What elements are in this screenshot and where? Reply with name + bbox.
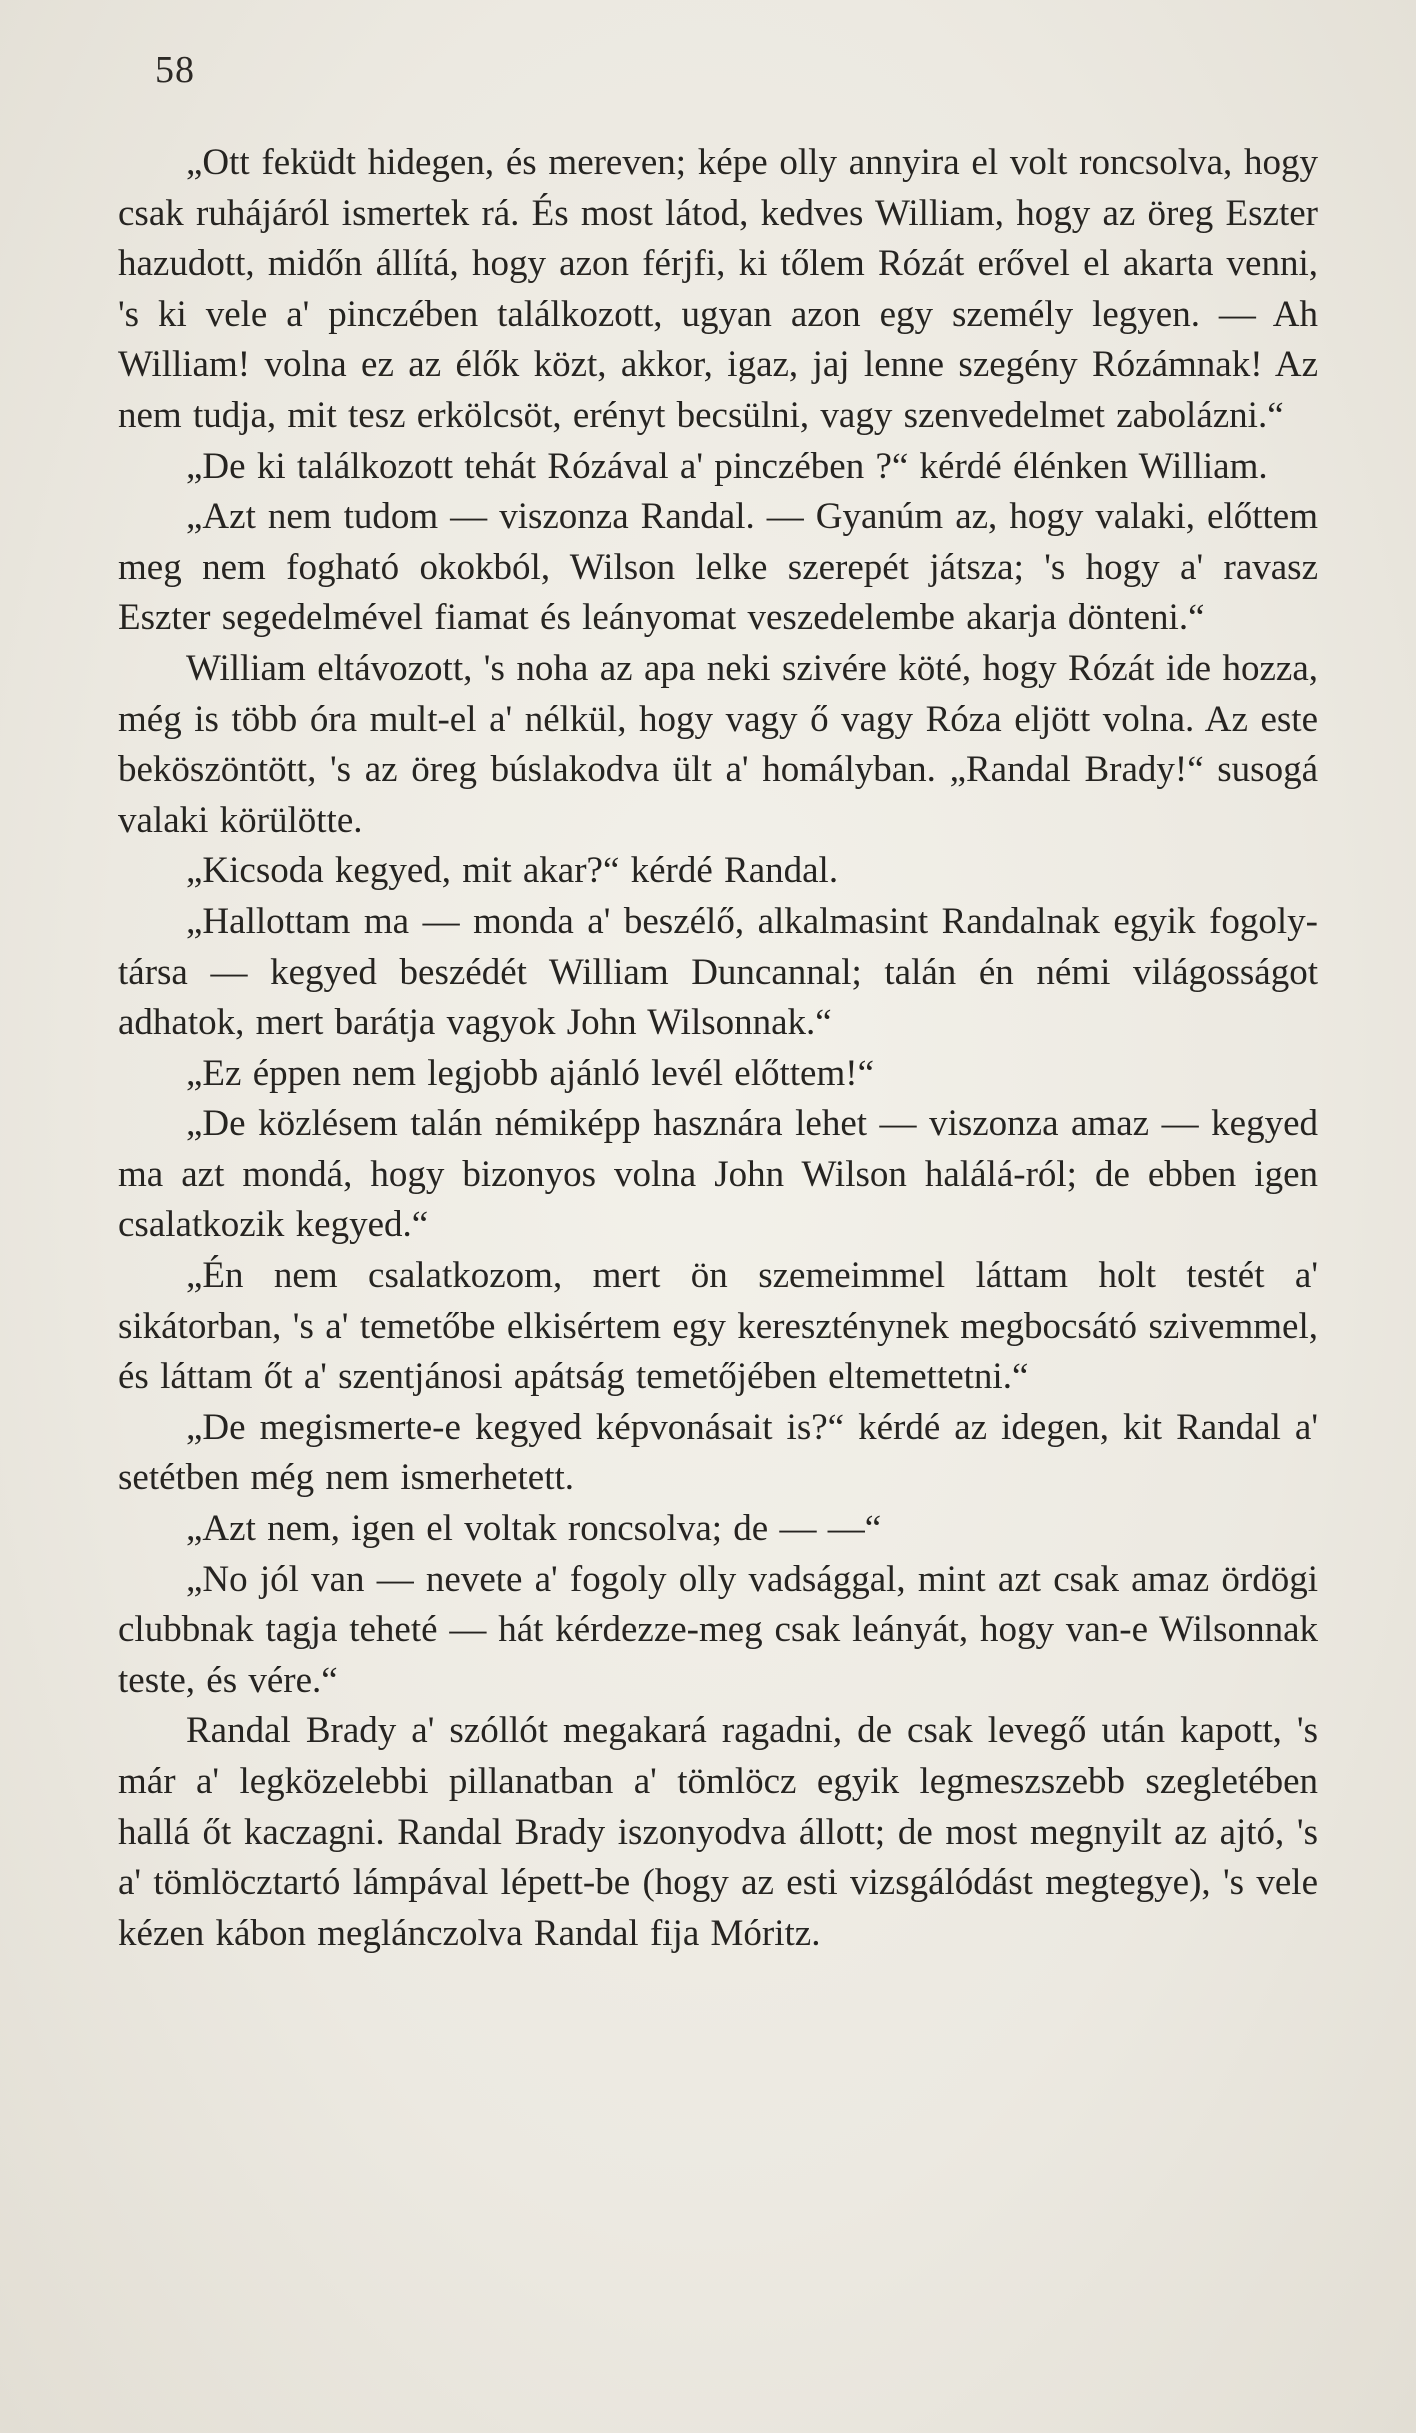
- paragraph-6: „Hallottam ma — monda a' beszélő, alkalmasint Randalnak egyik fogoly-társa — kegyed beszédét William Duncannal; talán én némi világosságot adhatok, mert barátja vagyok John Wilsonnak.“: [118, 900, 1318, 1044]
- paragraph-2: „De ki találkozott tehát Rózával a' pinczében ?“ kérdé élénken William.: [186, 445, 1268, 487]
- paragraph-1: „Ott feküdt hidegen, és mereven; képe olly annyira el volt roncsolva, hogy csak ruhájáról ismertek rá. És most látod, kedves William, hogy az öreg Eszter hazudott, midőn állítá, hogy azon férjfi, ki tőlem Rózát erővel el akarta venni, 's ki vele a' pinczében találkozott, ugyan azon egy személy legyen. — Ah William! volna ez az élők közt, akkor, igaz, jaj lenne szegény Rózámnak! Az nem tudja, mit tesz erkölcsöt, erényt becsülni, vagy szenvedelmet zabolázni.“: [118, 142, 1318, 436]
- paragraph-13: Randal Brady a' szóllót megakará ragadni, de csak levegő után kapott, 's már a' legközelebbi pillanatban a' tömlöcz egyik legmeszszebb szegletében hallá őt kaczagni. Randal Brady iszonyodva állott; de most megnyilt az ajtó, 's a' tömlöcztartó lámpával lépett-be (hogy az esti vizsgálódást megtegye), 's vele kézen kábon meglánczolva Randal fija Móritz.: [118, 1710, 1318, 1954]
- paragraph-11: „Azt nem, igen el voltak roncsolva; de — —“: [186, 1508, 882, 1550]
- paragraph-12: „No jól van — nevete a' fogoly olly vadsággal, mint azt csak amaz ördögi clubbnak tagja teheté — hát kérdezze-meg csak leányát, hogy van-e Wilsonnak teste, és vére.“: [118, 1558, 1318, 1701]
- page-number: 58: [155, 49, 195, 91]
- paragraph-9: „Én nem csalatkozom, mert ön szemeimmel láttam holt testét a' sikátorban, 's a' temetőbe elkisértem egy kereszténynek megbocsátó szivemmel, és láttam őt a' szentjánosi apátság temetőjében eltemettetni.“: [118, 1255, 1318, 1398]
- paragraph-3: „Azt nem tudom — viszonza Randal. — Gyanúm az, hogy valaki, előttem meg nem fogható okokból, Wilson lelke szerepét játsza; 's hogy a' ravasz Eszter segedelmével fiamat és leányomat veszedelembe akarja dönteni.“: [118, 496, 1318, 639]
- paragraph-8: „De közlésem talán némiképp hasznára lehet — viszonza amaz — kegyed ma azt mondá, hogy bizonyos volna John Wilson halálá-ról; de ebben igen csalatkozik kegyed.“: [118, 1103, 1318, 1246]
- paragraph-10: „De megismerte-e kegyed képvonásait is?“ kérdé az idegen, kit Randal a' setétben még nem ismerhetett.: [118, 1406, 1318, 1499]
- paragraph-5: „Kicsoda kegyed, mit akar?“ kérdé Randal.: [186, 850, 839, 892]
- page-text: [118, 138, 1318, 1959]
- paragraph-4: William eltávozott, 's noha az apa neki szivére köté, hogy Rózát ide hozza, még is több óra mult-el a' nélkül, hogy vagy ő vagy Róza eljött volna. Az este beköszöntött, 's az öreg búslakodva ült a' homályban. „Randal Brady!“ susogá valaki körülötte.: [118, 647, 1318, 841]
- paragraph-7: „Ez éppen nem legjobb ajánló levél előttem!“: [186, 1052, 874, 1094]
